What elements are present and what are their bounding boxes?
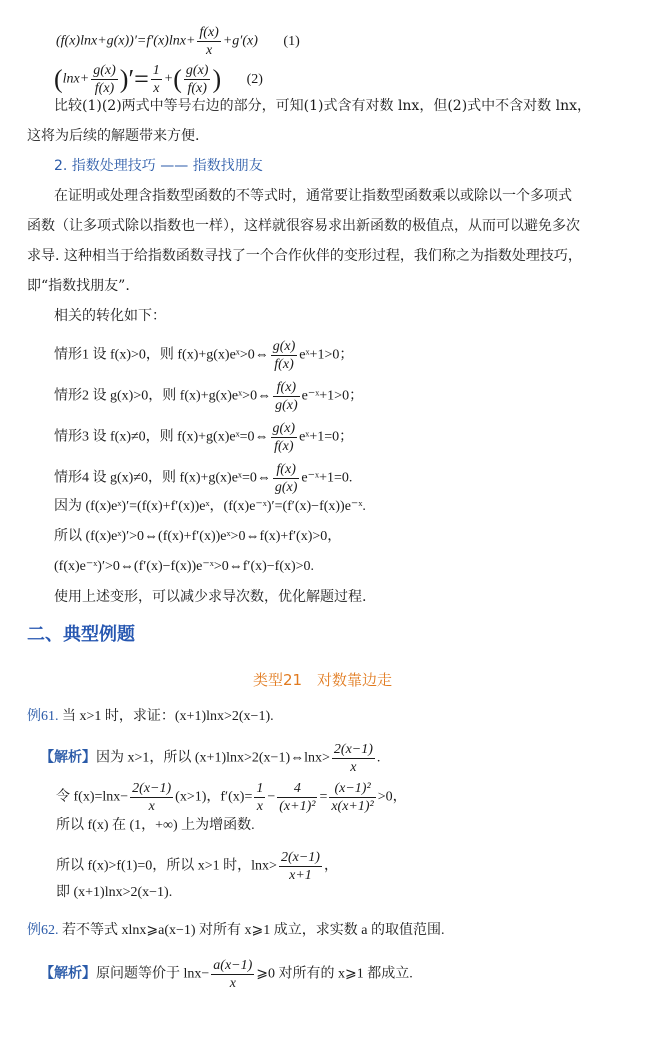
ex61-sol2-n4: (x−1)² [329,780,375,798]
ex61-sol1-post: . [376,750,381,766]
formula-1-tail: +g′(x) [222,33,258,49]
example-62-label: 例62. [27,923,59,938]
related-intro: 相关的转化如下： [54,308,166,324]
formula-1-label: (1) [283,33,300,49]
para2-line2: 函数（让多项式除以指数也一样），这样就很容易求出新函数的极值点，从而可以避免多次 [27,218,580,234]
ex61-solution-2 [56,780,407,815]
formula-2-plus: + [163,71,174,87]
case-3-den: f(x) [274,439,294,454]
case-3-pre: 情形3 设 f(x)≠0，则 f(x)+g(x)eˣ=0⇔ [54,429,269,445]
analysis-tag: 【解析】 [40,750,96,766]
formula-2-num: g(x) [93,63,116,78]
because-line: 因为 (f(x)eˣ)′=(f(x)+f′(x))eˣ，(f(x)e⁻ˣ)′=(f′(x)−f(x))e⁻ˣ. [54,499,366,514]
subheading-exponent: 2. 指数处理技巧 —— 指数找朋友 [54,158,263,174]
so-line-2: (f(x)e⁻ˣ)′>0⇔(f′(x)−f(x))e⁻ˣ>0⇔f′(x)−f(x)>0. [54,559,315,574]
analysis-tag-62: 【解析】 [40,966,96,982]
ex61-sol2-num: 2(x−1) [132,781,172,796]
ex62-sol-den: x [229,976,236,991]
example-62-text: 若不等式 xlnx⩾a(x−1) 对所有 x⩾1 成立，求实数 a 的取值范围. [62,923,445,938]
formula-2-label: (2) [246,71,263,87]
ex61-sol2-n3: 4 [277,780,317,798]
ex61-sol4-den: x+1 [289,868,312,883]
case-1-fraction [271,338,298,373]
formula-2-den-2: f(x) [187,81,207,96]
ex61-solution-4 [56,849,338,884]
ex62-sol-fraction [211,957,254,992]
ex61-solution-3: 所以 f(x) 在 (1，+∞) 上为增函数. [56,818,255,833]
ex61-sol2-fraction-3 [277,780,317,815]
formula-1-den: x [206,43,213,58]
ex61-sol2-post: >0， [377,789,407,805]
ex61-sol1-fraction [332,741,375,776]
formula-2-den: f(x) [94,81,115,96]
ex61-sol2-den: x [148,799,155,814]
case-1-den: f(x) [274,357,294,372]
formula-2-close: )′= [119,64,149,94]
example-61-text: 当 x>1 时，求证：(x+1)lnx>2(x−1). [62,709,274,724]
formula-1-lhs: (f(x)lnx+g(x))′=f′(x)lnx+ [56,33,196,49]
ex61-sol4-fraction [279,849,322,884]
ex61-sol2-fraction-1 [130,780,173,815]
ex61-sol1-num: 2(x−1) [333,742,373,757]
para1-line1: 比较(1)(2)两式中等号右边的部分，可知(1)式含有对数 lnx，但(2)式中不含对数 lnx， [54,98,592,114]
ex61-sol4-pre: 所以 f(x)>f(1)=0，所以 x>1 时，lnx> [56,858,277,874]
so-line-1: 所以 (f(x)eˣ)′>0⇔(f(x)+f′(x))eˣ>0⇔f(x)+f′(x)>0， [54,529,342,544]
formula-2-open: ( [54,64,63,94]
formula-2-paren-open: ( [173,64,182,94]
ex61-solution-5: 即 (x+1)lnx>2(x−1). [56,885,173,900]
case-1-pre: 情形1 设 f(x)>0，则 f(x)+g(x)eˣ>0⇔ [54,347,269,363]
para1-line2: 这将为后续的解题带来方便. [27,128,200,144]
case-4 [54,461,352,496]
ex61-sol2-n2: 1 [256,781,264,796]
case-2 [54,379,363,414]
ex62-sol-pre: 原问题等价于 lnx− [96,966,210,982]
formula-2-x: x [153,81,160,96]
formula-1 [56,24,300,59]
case-2-num: f(x) [273,379,300,397]
formula-2-one: 1 [152,63,160,78]
formula-2-paren-close: ) [212,64,222,94]
case-1 [54,338,353,373]
formula-2-fraction-2 [184,62,211,97]
case-1-post: eˣ+1>0； [299,347,354,363]
usage-line: 使用上述变形，可以减少求导次数，优化解题过程. [54,589,367,605]
ex61-sol4-post: ， [323,858,338,874]
ex61-sol2-fraction-4 [329,780,375,815]
ex61-sol2-pre: 令 f(x)=lnx− [56,789,129,805]
para2-line4: 即“指数找朋友”. [27,278,130,294]
ex61-sol1-den: x [350,760,357,775]
ex61-sol1-pre: 因为 x>1，所以 (x+1)lnx>2(x−1)⇔lnx> [96,750,330,766]
ex61-sol4-num: 2(x−1) [280,850,320,865]
case-2-den: g(x) [275,398,298,413]
case-4-den: g(x) [274,480,298,495]
formula-2-one-over-x [151,62,162,97]
case-1-num: g(x) [272,339,296,354]
case-3 [54,420,353,455]
case-2-post: e⁻ˣ+1>0； [301,388,364,404]
formula-1-num: f(x) [199,25,219,40]
type-title: 类型21 对数靠边走 [252,671,393,689]
case-4-num: f(x) [273,461,300,479]
case-4-pre: 情形4 设 g(x)≠0，则 f(x)+g(x)eˣ=0⇔ [54,470,271,486]
case-4-fraction [273,461,300,496]
ex61-sol2-eq: = [319,789,328,805]
ex61-sol2-minus: − [267,789,276,805]
formula-1-fraction [197,24,220,59]
ex62-sol-post: ⩾0 对所有的 x⩾1 都成立. [256,966,413,982]
ex61-sol2-d4: x(x+1)² [331,799,374,814]
formula-2 [54,62,263,97]
formula-2-lnx: lnx+ [62,71,90,87]
para2-line1: 在证明或处理含指数型函数的不等式时，通常要让指数型函数乘以或除以一个多项式 [54,188,572,204]
ex61-sol2-d3: (x+1)² [279,799,316,814]
para2-line3: 求导. 这种相当于给指数函数寻找了一个合作伙伴的变形过程，我们称之为指数处理技巧， [27,248,582,264]
example-62 [27,921,445,941]
formula-2-num-2: g(x) [185,63,209,78]
ex61-sol2-d2: x [256,799,263,814]
formula-2-fraction [91,62,118,97]
ex62-sol-num: a(x−1) [213,958,253,973]
case-3-fraction [271,420,298,455]
example-61 [27,707,274,727]
ex61-solution-1 [40,741,380,776]
section-title: 二、典型例题 [27,624,135,645]
ex61-sol2-fraction-2 [254,780,265,815]
case-2-pre: 情形2 设 g(x)>0，则 f(x)+g(x)eˣ>0⇔ [54,388,272,404]
example-61-label: 例61. [27,709,59,724]
ex62-solution [40,957,413,992]
case-2-fraction [273,379,300,414]
ex61-sol2-mid: (x>1)，f′(x)= [175,789,253,805]
case-3-num: g(x) [272,421,296,436]
case-4-post: e⁻ˣ+1=0. [301,470,353,486]
case-3-post: eˣ+1=0； [299,429,354,445]
